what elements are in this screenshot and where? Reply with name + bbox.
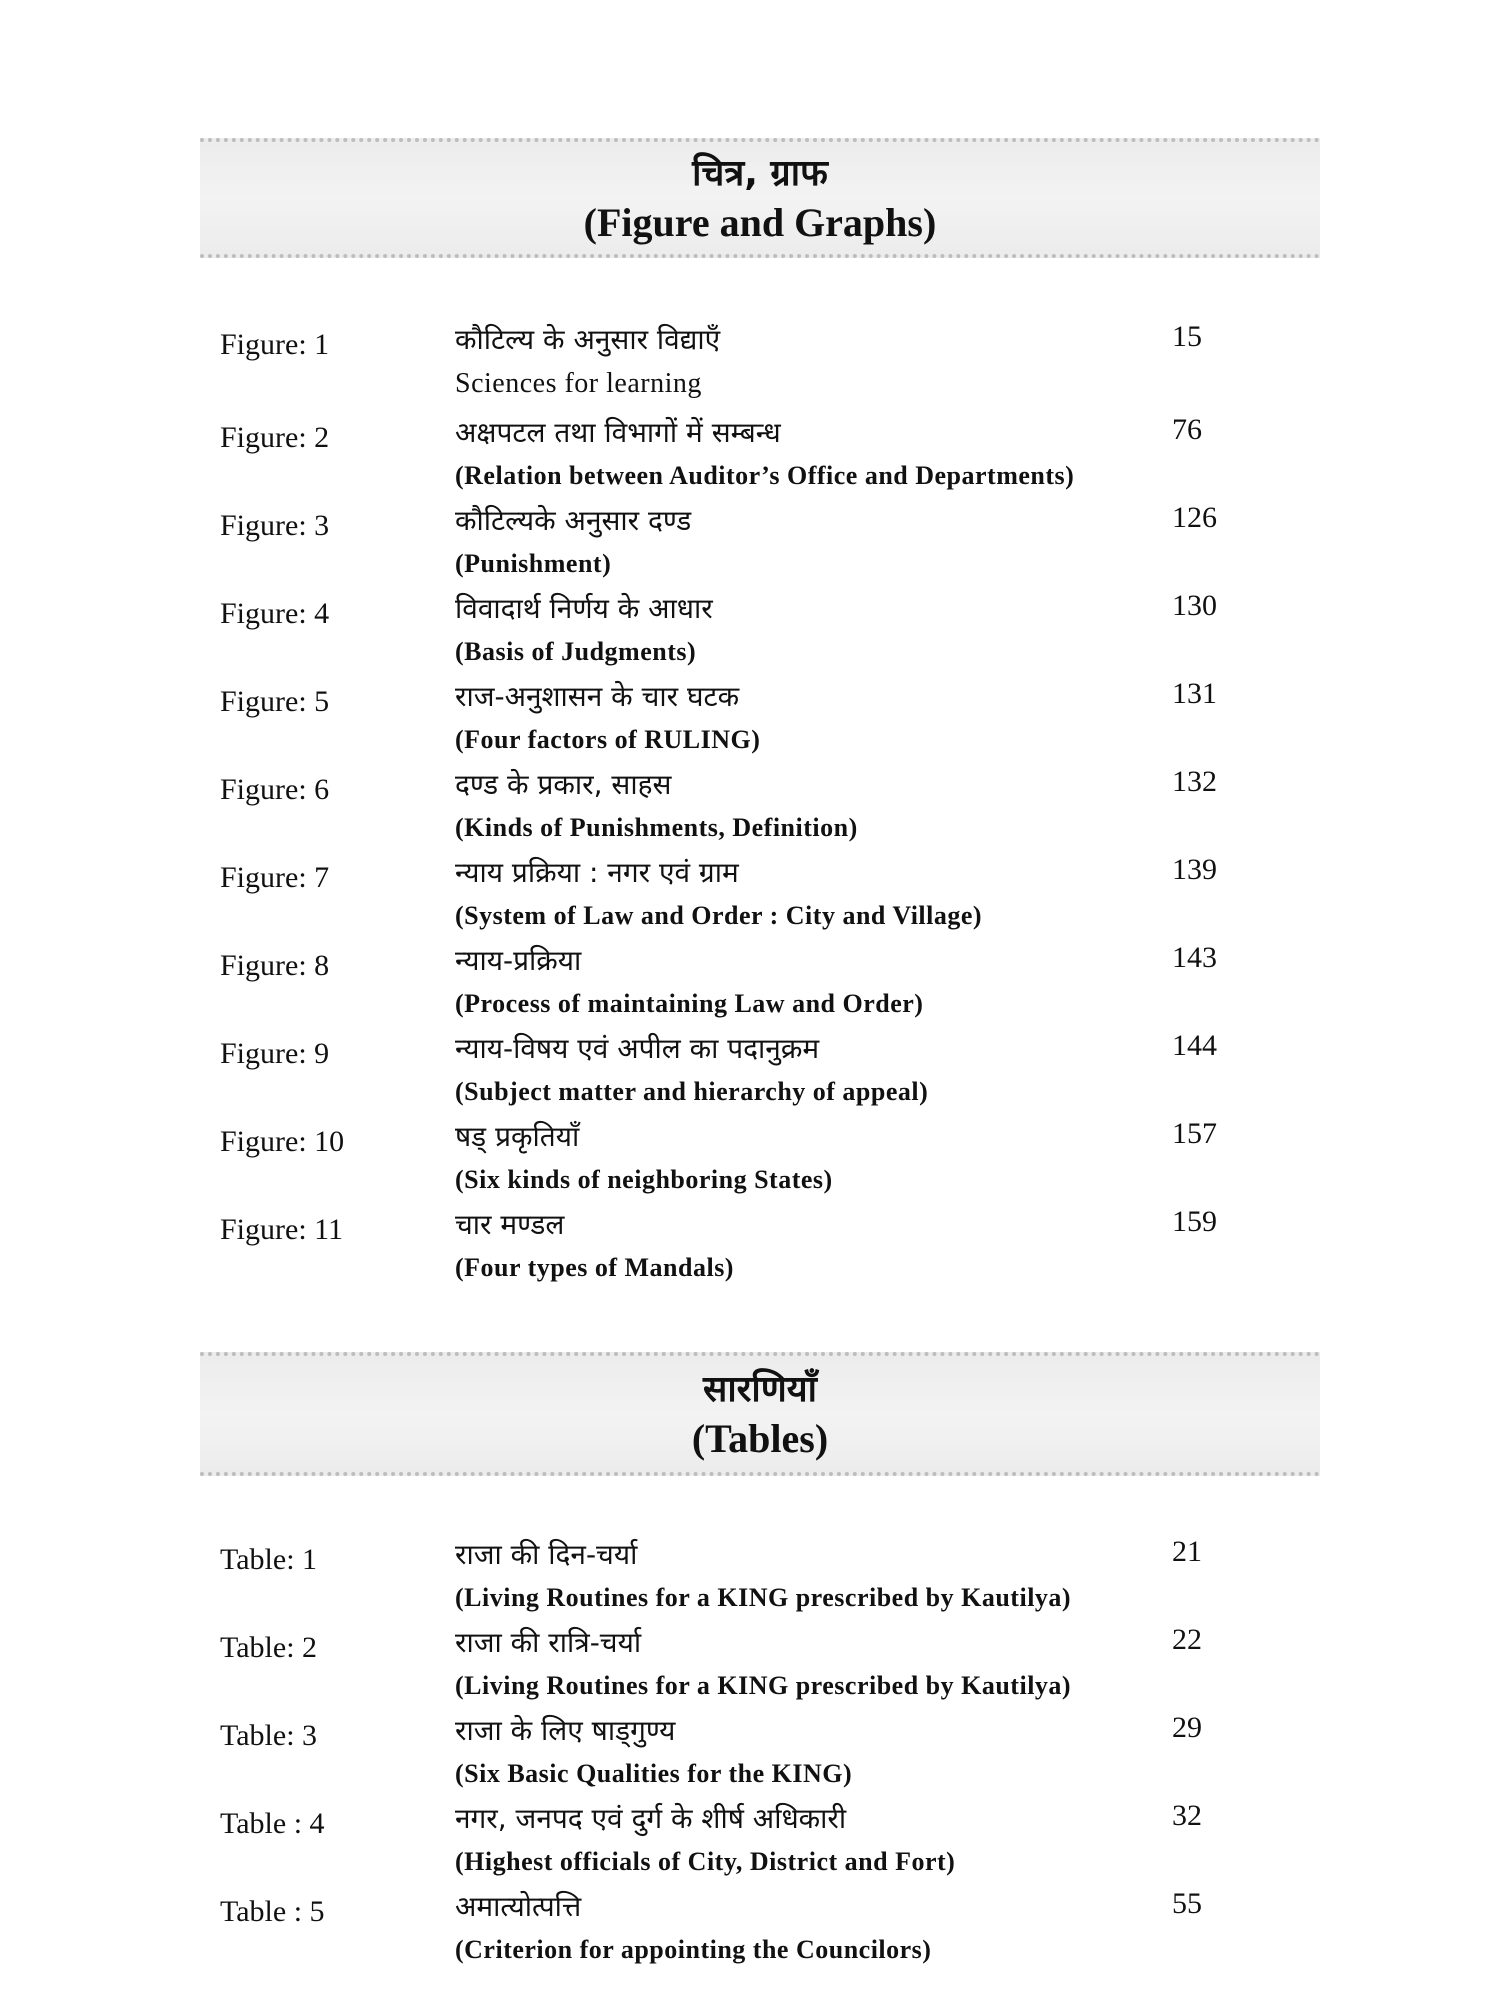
table-title-english: (Criterion for appointing the Councilors) bbox=[455, 1935, 932, 1964]
figure-title-english: (Subject matter and hierarchy of appeal) bbox=[455, 1077, 929, 1106]
figure-label: Figure: 6 bbox=[220, 773, 330, 806]
figure-page-number: 76 bbox=[1172, 413, 1202, 446]
figure-title-english: (Kinds of Punishments, Definition) bbox=[455, 813, 858, 842]
figure-label: Figure: 8 bbox=[220, 949, 330, 982]
figure-title-hindi: न्याय-विषय एवं अपील का पदानुक्रम bbox=[455, 1032, 820, 1065]
tables-title-english: (Tables) bbox=[691, 1416, 829, 1461]
table-title-hindi: अमात्योत्पत्ति bbox=[455, 1890, 582, 1923]
table-page-number: 29 bbox=[1172, 1711, 1202, 1744]
tables-heading-banner bbox=[200, 1352, 1320, 1476]
figure-label: Figure: 7 bbox=[220, 861, 330, 894]
table-title-hindi: नगर, जनपद एवं दुर्ग के शीर्ष अधिकारी bbox=[455, 1802, 847, 1835]
figures-title-hindi: चित्र, ग्राफ bbox=[692, 153, 828, 194]
figure-page-number: 132 bbox=[1172, 765, 1217, 798]
table-title-english: (Living Routines for a KING prescribed by Kautilya) bbox=[455, 1583, 1072, 1612]
figure-page-number: 159 bbox=[1172, 1205, 1217, 1238]
figure-page-number: 143 bbox=[1172, 941, 1217, 974]
figure-title-hindi: षड् प्रकृतियाँ bbox=[455, 1120, 580, 1153]
figure-title-english: (Process of maintaining Law and Order) bbox=[455, 989, 924, 1018]
figure-page-number: 126 bbox=[1172, 501, 1217, 534]
table-title-hindi: राजा के लिए षाड्गुण्य bbox=[455, 1714, 676, 1747]
table-title-hindi: राजा की रात्रि-चर्या bbox=[455, 1626, 642, 1659]
figure-title-hindi: कौटिल्यके अनुसार दण्ड bbox=[455, 504, 692, 537]
table-label: Table: 3 bbox=[220, 1719, 318, 1752]
figure-title-hindi: न्याय प्रक्रिया : नगर एवं ग्राम bbox=[455, 856, 739, 889]
figure-label: Figure: 5 bbox=[220, 685, 330, 718]
figure-label: Figure: 3 bbox=[220, 509, 330, 542]
figure-title-hindi: अक्षपटल तथा विभागों में सम्बन्ध bbox=[455, 416, 781, 449]
figure-title-english: Sciences for learning bbox=[455, 368, 702, 399]
figure-page-number: 130 bbox=[1172, 589, 1217, 622]
figure-title-hindi: कौटिल्य के अनुसार विद्याएँ bbox=[455, 323, 721, 356]
table-label: Table: 1 bbox=[220, 1543, 318, 1576]
figure-label: Figure: 2 bbox=[220, 421, 330, 454]
figure-page-number: 157 bbox=[1172, 1117, 1217, 1150]
figure-label: Figure: 10 bbox=[220, 1125, 345, 1158]
figure-page-number: 131 bbox=[1172, 677, 1217, 710]
table-label: Table: 2 bbox=[220, 1631, 318, 1664]
figures-title-english: (Figure and Graphs) bbox=[583, 200, 937, 245]
figures-heading-banner bbox=[200, 138, 1320, 258]
tables-title-hindi: सारणियाँ bbox=[703, 1369, 817, 1410]
table-page-number: 55 bbox=[1172, 1887, 1202, 1920]
figure-page-number: 144 bbox=[1172, 1029, 1217, 1062]
figure-title-hindi: राज-अनुशासन के चार घटक bbox=[455, 680, 740, 713]
figure-title-english: (System of Law and Order : City and Village) bbox=[455, 901, 983, 930]
figure-title-english: (Basis of Judgments) bbox=[455, 637, 697, 666]
figure-title-hindi: न्याय-प्रक्रिया bbox=[455, 944, 582, 977]
figure-label: Figure: 1 bbox=[220, 328, 330, 361]
table-page-number: 22 bbox=[1172, 1623, 1202, 1656]
table-title-english: (Six Basic Qualities for the KING) bbox=[455, 1759, 853, 1788]
figure-title-hindi: चार मण्डल bbox=[455, 1208, 565, 1241]
figure-label: Figure: 11 bbox=[220, 1213, 344, 1246]
figure-page-number: 15 bbox=[1172, 320, 1202, 353]
figure-title-english: (Four types of Mandals) bbox=[455, 1253, 734, 1282]
table-title-english: (Highest officials of City, District and Fort) bbox=[455, 1847, 956, 1876]
figure-label: Figure: 9 bbox=[220, 1037, 330, 1070]
table-label: Table : 4 bbox=[220, 1807, 325, 1840]
figure-label: Figure: 4 bbox=[220, 597, 330, 630]
figure-title-english: (Four factors of RULING) bbox=[455, 725, 761, 754]
figure-title-hindi: दण्ड के प्रकार, साहस bbox=[455, 768, 672, 801]
figure-title-english: (Punishment) bbox=[455, 549, 612, 578]
figure-title-hindi: विवादार्थ निर्णय के आधार bbox=[455, 592, 713, 625]
table-title-english: (Living Routines for a KING prescribed by Kautilya) bbox=[455, 1671, 1072, 1700]
figure-page-number: 139 bbox=[1172, 853, 1217, 886]
table-label: Table : 5 bbox=[220, 1895, 325, 1928]
figure-title-english: (Relation between Auditor’s Office and Departments) bbox=[455, 461, 1075, 490]
table-title-hindi: राजा की दिन-चर्या bbox=[455, 1538, 638, 1571]
figure-title-english: (Six kinds of neighboring States) bbox=[455, 1165, 833, 1194]
table-page-number: 21 bbox=[1172, 1535, 1202, 1568]
table-page-number: 32 bbox=[1172, 1799, 1202, 1832]
